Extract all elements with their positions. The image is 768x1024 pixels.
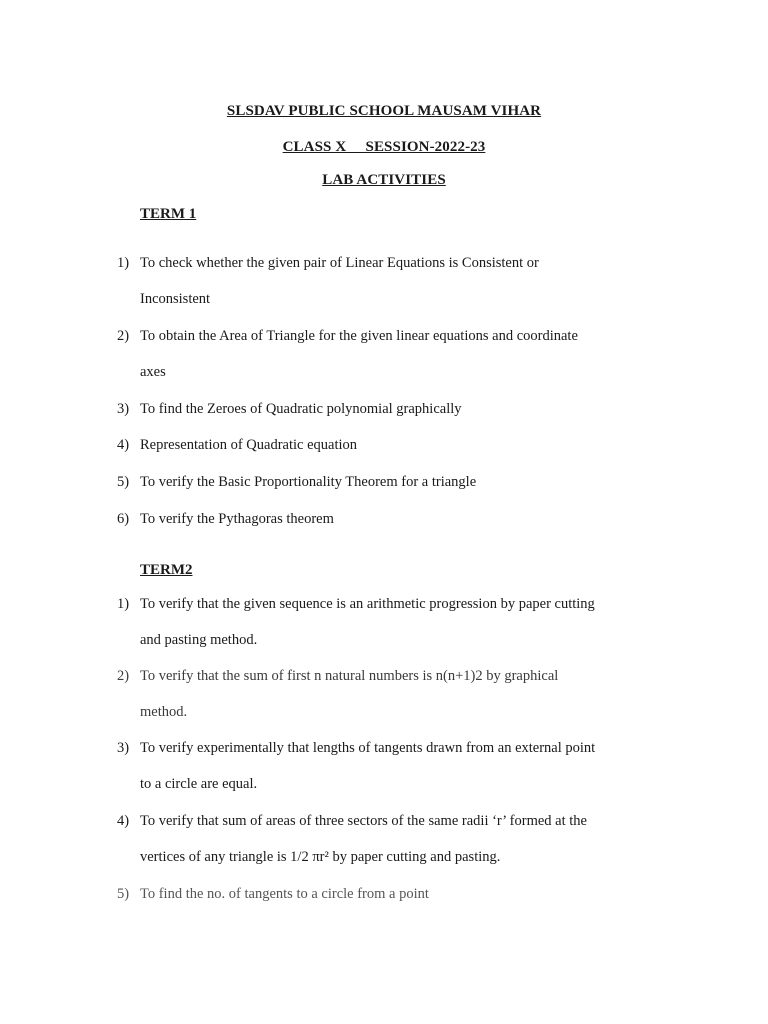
item-text: To find the no. of tangents to a circle from a point <box>140 886 429 902</box>
term1-item-5 <box>117 464 677 500</box>
item-text: To verify that the given sequence is an arithmetic progression by paper cutting <box>140 596 595 612</box>
item-text-cont: method. <box>140 704 188 720</box>
item-number: 4) <box>117 437 130 453</box>
item-text: To verify the Pythagoras theorem <box>140 511 334 527</box>
term1-item-4 <box>117 427 677 463</box>
class-session: CLASS X SESSION-2022-23 <box>282 139 486 155</box>
term1-heading: TERM 1 <box>140 206 197 222</box>
item-number: 5) <box>117 474 130 490</box>
item-text: To find the Zeroes of Quadratic polynomial graphically <box>140 401 462 417</box>
item-text: Representation of Quadratic equation <box>140 437 358 453</box>
item-text: To verify experimentally that lengths of tangents drawn from an external point <box>140 740 596 756</box>
item-text-cont: vertices of any triangle is 1/2 πr² by paper cutting and pasting. <box>140 849 501 865</box>
item-number: 6) <box>117 511 130 527</box>
term2-item-5 <box>117 876 677 912</box>
item-text: To verify that sum of areas of three sectors of the same radii ‘r’ formed at the <box>140 813 587 829</box>
term1-item-6 <box>117 501 677 537</box>
term2-item-1 <box>117 586 677 658</box>
item-number: 2) <box>117 328 130 344</box>
item-text: To check whether the given pair of Linear Equations is Consistent or <box>140 255 539 271</box>
item-text: To verify the Basic Proportionality Theorem for a triangle <box>140 474 477 490</box>
term1-item-3 <box>117 391 677 427</box>
term1-item-1 <box>117 245 677 317</box>
item-number: 1) <box>117 255 130 271</box>
item-number: 2) <box>117 668 130 684</box>
term2-item-3 <box>117 730 677 802</box>
page-title: LAB ACTIVITIES <box>322 172 446 188</box>
item-text-cont: axes <box>140 364 166 380</box>
term2-heading: TERM2 <box>140 562 193 578</box>
item-number: 3) <box>117 401 130 417</box>
item-text: To obtain the Area of Triangle for the given linear equations and coordinate <box>140 328 578 344</box>
item-number: 5) <box>117 886 130 902</box>
item-number: 4) <box>117 813 130 829</box>
item-text-cont: to a circle are equal. <box>140 776 258 792</box>
item-text-cont: Inconsistent <box>140 291 211 307</box>
term2-item-2 <box>117 658 677 730</box>
item-text-cont: and pasting method. <box>140 632 258 648</box>
item-text: To verify that the sum of first n natural numbers is n(n+1)2 by graphical <box>140 668 559 684</box>
term2-item-4 <box>117 803 677 875</box>
item-number: 1) <box>117 596 130 612</box>
school-name: SLSDAV PUBLIC SCHOOL MAUSAM VIHAR <box>226 103 542 119</box>
item-number: 3) <box>117 740 130 756</box>
term1-item-2 <box>117 318 677 390</box>
